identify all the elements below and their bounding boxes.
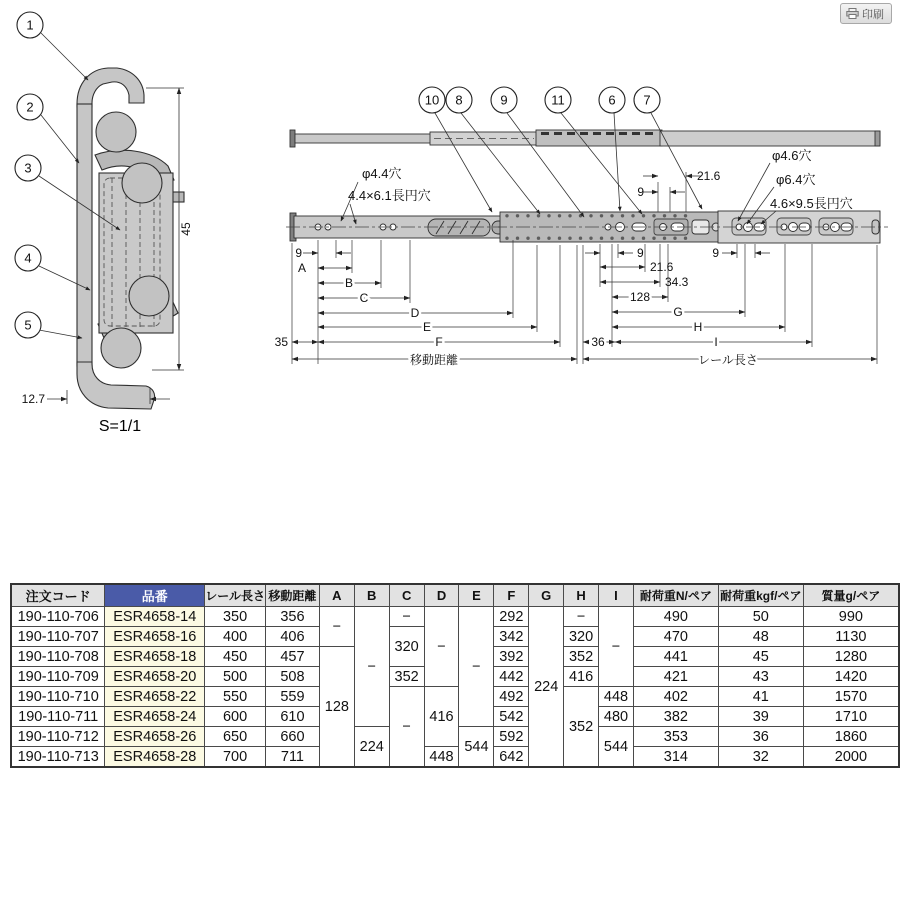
ball-bearing — [96, 112, 136, 152]
balloon-6 — [599, 87, 625, 113]
ball-dot — [684, 214, 687, 217]
value-cell: 353 — [633, 727, 718, 747]
value-cell: 43 — [718, 667, 803, 687]
value-cell: 990 — [803, 607, 899, 627]
disconnect-lever — [428, 219, 490, 236]
ball-dot — [505, 214, 508, 217]
ball-dot — [652, 214, 655, 217]
ball-dot — [547, 237, 550, 240]
value-cell: − — [424, 607, 459, 687]
ball-dot — [610, 237, 613, 240]
part-number-cell: ESR4658-14 — [105, 607, 205, 627]
print-button-label: 印刷 — [862, 8, 884, 21]
ball-dot — [558, 237, 561, 240]
value-cell: 490 — [633, 607, 718, 627]
value-cell: 1570 — [803, 687, 899, 707]
svg-text:2: 2 — [26, 99, 34, 115]
svg-text:1: 1 — [26, 17, 34, 33]
value-cell: 442 — [494, 667, 529, 687]
col-header-7: D — [424, 584, 459, 607]
dimension-label: 9 — [637, 185, 644, 199]
extended-rail-view — [290, 130, 880, 147]
value-cell: 1420 — [803, 667, 899, 687]
dimension-label: 9 — [712, 246, 719, 260]
order-code-cell: 190-110-713 — [11, 747, 105, 768]
slot-44-label: 4.4×6.1長円穴 — [348, 188, 431, 203]
value-cell: 610 — [265, 707, 319, 727]
ball-dot — [663, 214, 666, 217]
col-header-10: G — [529, 584, 564, 607]
ball-dot — [526, 237, 529, 240]
col-header-13: 耐荷重N/ペア — [633, 584, 718, 607]
ball-dot — [589, 237, 592, 240]
ball-dot — [610, 214, 613, 217]
dimension-label: G — [673, 305, 683, 319]
value-cell: − — [599, 607, 634, 687]
ball-dot — [621, 237, 624, 240]
svg-text:8: 8 — [455, 92, 463, 108]
value-cell: 448 — [599, 687, 634, 707]
value-cell: 700 — [205, 747, 266, 768]
balloon-2 — [17, 94, 43, 120]
outer-member-bottom — [77, 362, 155, 409]
dimension-label: 128 — [629, 290, 651, 304]
part-number-cell: ESR4658-22 — [105, 687, 205, 707]
dimension-label: F — [435, 335, 443, 349]
ball-dot — [652, 237, 655, 240]
ball-dot — [516, 214, 519, 217]
value-cell: 660 — [265, 727, 319, 747]
value-cell: 314 — [633, 747, 718, 768]
outer-rail-hole-group — [732, 218, 766, 235]
value-cell: 448 — [424, 747, 459, 768]
svg-text:7: 7 — [643, 92, 651, 108]
value-cell: 1280 — [803, 647, 899, 667]
value-cell: 352 — [389, 667, 424, 687]
value-cell: 352 — [564, 647, 599, 667]
dimension-label: E — [422, 320, 432, 334]
dimension-label: C — [359, 291, 369, 305]
part-number-cell: ESR4658-16 — [105, 627, 205, 647]
ball-dot — [537, 214, 540, 217]
ball-dot — [673, 214, 676, 217]
balloon-4 — [15, 245, 41, 271]
ball-dot — [579, 237, 582, 240]
value-cell: 392 — [494, 647, 529, 667]
svg-text:6: 6 — [608, 92, 616, 108]
value-cell: 550 — [205, 687, 266, 707]
value-cell: 544 — [599, 727, 634, 768]
width-dim-label: 12.7 — [21, 392, 45, 406]
svg-text:5: 5 — [24, 317, 32, 333]
hole-44-label: φ4.4穴 — [362, 166, 402, 181]
value-cell: 421 — [633, 667, 718, 687]
col-header-1: 品番 — [105, 584, 205, 607]
value-cell: 592 — [494, 727, 529, 747]
dimension-label: 21.6 — [697, 169, 721, 183]
value-cell: 32 — [718, 747, 803, 768]
order-code-cell: 190-110-712 — [11, 727, 105, 747]
value-cell: 642 — [494, 747, 529, 768]
balloon-11 — [545, 87, 571, 113]
value-cell: 544 — [459, 727, 494, 768]
cross-section-view — [77, 68, 184, 409]
value-cell: − — [389, 607, 424, 627]
table-row-4 — [11, 687, 899, 707]
value-cell: 416 — [424, 687, 459, 747]
balloon-5 — [15, 312, 41, 338]
hole-64-label: φ6.4穴 — [776, 172, 816, 187]
outer-rail-hole-group — [819, 218, 853, 235]
svg-text:4: 4 — [24, 250, 32, 266]
col-header-11: H — [564, 584, 599, 607]
value-cell: 350 — [205, 607, 266, 627]
table-row-7 — [11, 747, 899, 768]
ball-dot — [579, 214, 582, 217]
order-code-cell: 190-110-708 — [11, 647, 105, 667]
scale-label: S=1/1 — [98, 418, 142, 435]
part-number-cell: ESR4658-18 — [105, 647, 205, 667]
value-cell: 41 — [718, 687, 803, 707]
balloon-7 — [634, 87, 660, 113]
value-cell: 342 — [494, 627, 529, 647]
ball-dot — [673, 237, 676, 240]
value-cell: 711 — [265, 747, 319, 768]
ball-dot — [568, 214, 571, 217]
value-cell: 50 — [718, 607, 803, 627]
balloon-leaders-right — [435, 113, 702, 217]
value-cell: 224 — [354, 727, 389, 768]
value-cell: 48 — [718, 627, 803, 647]
dimension-label: 21.6 — [650, 260, 674, 274]
ball-dot — [589, 214, 592, 217]
value-cell: 416 — [564, 667, 599, 687]
outer-member-top — [77, 68, 144, 107]
dimension-label: A — [297, 261, 306, 275]
value-cell: 382 — [633, 707, 718, 727]
spec-table — [10, 583, 900, 768]
col-header-3: 移動距離 — [265, 584, 319, 607]
ball-dot — [537, 237, 540, 240]
outer-rail-hole-group — [777, 218, 811, 235]
value-cell: 508 — [265, 667, 319, 687]
ball-dot — [547, 214, 550, 217]
svg-text:10: 10 — [424, 92, 440, 108]
value-cell: 292 — [494, 607, 529, 627]
ball-dot — [642, 237, 645, 240]
order-code-cell: 190-110-711 — [11, 707, 105, 727]
value-cell: 450 — [205, 647, 266, 667]
value-cell: 320 — [564, 627, 599, 647]
svg-text:3: 3 — [24, 160, 32, 176]
value-cell: 2000 — [803, 747, 899, 768]
value-cell: 559 — [265, 687, 319, 707]
part-number-cell: ESR4658-26 — [105, 727, 205, 747]
order-code-cell: 190-110-707 — [11, 627, 105, 647]
dimension-label: 9 — [637, 246, 644, 260]
value-cell: 470 — [633, 627, 718, 647]
slot-46-label: 4.6×9.5長円穴 — [770, 196, 853, 211]
table-row-0 — [11, 607, 899, 627]
value-cell: 500 — [205, 667, 266, 687]
col-header-8: E — [459, 584, 494, 607]
ball-bearing — [129, 276, 169, 316]
hole-46-label: φ4.6穴 — [772, 148, 812, 163]
ball-dot — [526, 214, 529, 217]
dimension-label: H — [693, 320, 703, 334]
value-cell: 402 — [633, 687, 718, 707]
outer-member-web — [77, 104, 92, 366]
value-cell: 441 — [633, 647, 718, 667]
dimension-label: 9 — [295, 246, 302, 260]
dimension-label: I — [714, 335, 718, 349]
dimension-label: 34.3 — [665, 275, 689, 289]
ball-dot — [600, 237, 603, 240]
value-cell: 457 — [265, 647, 319, 667]
balloon-8 — [446, 87, 472, 113]
dimension-label: 移動距離 — [409, 353, 459, 367]
dimension-label: 36 — [591, 335, 605, 349]
dimension-label: B — [344, 276, 354, 290]
value-cell: 36 — [718, 727, 803, 747]
dimension-label: 35 — [274, 335, 288, 349]
ball-dot — [558, 214, 561, 217]
value-cell: − — [564, 607, 599, 627]
value-cell: − — [319, 607, 354, 647]
value-cell: 650 — [205, 727, 266, 747]
ball-dot — [631, 237, 634, 240]
col-header-4: A — [319, 584, 354, 607]
value-cell: 1860 — [803, 727, 899, 747]
ball-dot — [642, 214, 645, 217]
ball-dot — [631, 214, 634, 217]
value-cell: 1710 — [803, 707, 899, 727]
balloon-1 — [17, 12, 43, 38]
value-cell: 480 — [599, 707, 634, 727]
value-cell: 1130 — [803, 627, 899, 647]
order-code-cell: 190-110-710 — [11, 687, 105, 707]
value-cell: 352 — [564, 687, 599, 768]
col-header-15: 質量g/ペア — [803, 584, 899, 607]
order-code-cell: 190-110-706 — [11, 607, 105, 627]
closed-rail-view — [286, 211, 888, 243]
value-cell: 600 — [205, 707, 266, 727]
part-number-cell: ESR4658-28 — [105, 747, 205, 768]
dimension-label: レール長さ — [698, 353, 758, 367]
ball-dot — [621, 214, 624, 217]
value-cell: 45 — [718, 647, 803, 667]
value-cell: 492 — [494, 687, 529, 707]
value-cell: 128 — [319, 647, 354, 768]
value-cell: 320 — [389, 627, 424, 667]
height-dim-label: 45 — [179, 222, 193, 236]
value-cell: − — [389, 687, 424, 768]
ball-dot — [568, 237, 571, 240]
balloon-3 — [15, 155, 41, 181]
col-header-0: 注文コード — [11, 584, 105, 607]
value-cell: 542 — [494, 707, 529, 727]
ball-bearing — [101, 328, 141, 368]
col-header-2: レール長さ — [205, 584, 266, 607]
ball-bearing — [122, 163, 162, 203]
value-cell: 406 — [265, 627, 319, 647]
balloon-10 — [419, 87, 445, 113]
col-header-9: F — [494, 584, 529, 607]
part-number-cell: ESR4658-20 — [105, 667, 205, 687]
col-header-6: C — [389, 584, 424, 607]
ball-dot — [684, 237, 687, 240]
balloon-9 — [491, 87, 517, 113]
svg-text:11: 11 — [551, 92, 565, 108]
col-header-5: B — [354, 584, 389, 607]
part-number-cell: ESR4658-24 — [105, 707, 205, 727]
table-header-row — [11, 584, 899, 607]
ball-dot — [516, 237, 519, 240]
value-cell: 400 — [205, 627, 266, 647]
spec-table-wrap — [10, 583, 900, 768]
order-code-cell: 190-110-709 — [11, 667, 105, 687]
dimension-label: D — [410, 306, 420, 320]
ball-dot — [663, 237, 666, 240]
value-cell: 224 — [529, 607, 564, 768]
ball-dot — [600, 214, 603, 217]
value-cell: − — [459, 607, 494, 727]
col-header-12: I — [599, 584, 634, 607]
ball-dot — [505, 237, 508, 240]
value-cell: − — [354, 607, 389, 727]
svg-text:9: 9 — [500, 92, 508, 108]
value-cell: 39 — [718, 707, 803, 727]
col-header-14: 耐荷重kgf/ペア — [718, 584, 803, 607]
value-cell: 356 — [265, 607, 319, 627]
